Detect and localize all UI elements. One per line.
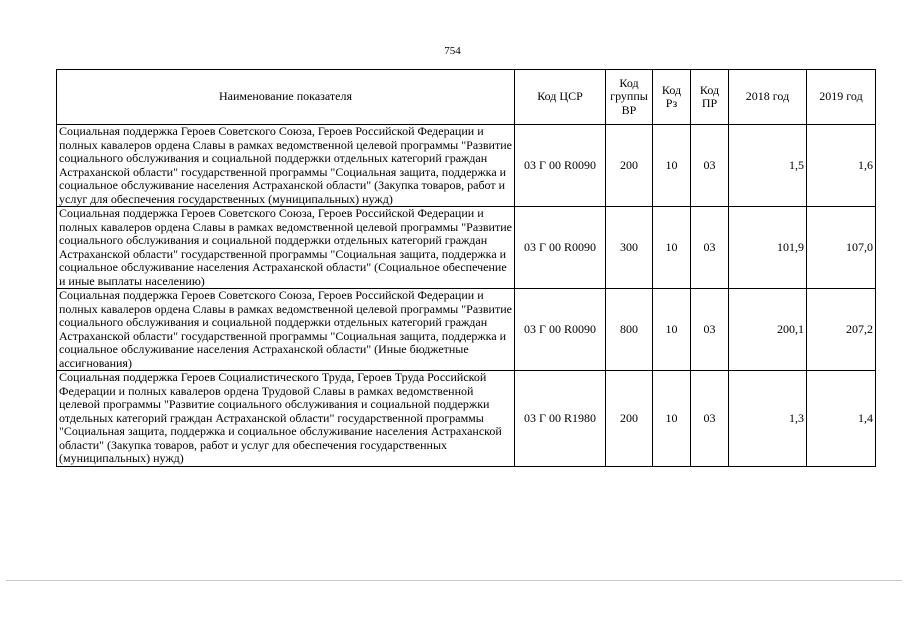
row-rz-code: 10 — [653, 207, 691, 289]
row-2018-value: 1,3 — [729, 371, 807, 467]
row-2019-value: 1,4 — [807, 371, 876, 467]
row-vr-code: 300 — [606, 207, 653, 289]
row-name: Социальная поддержка Героев Советского Союза, Героев Российской Федерации и полных кавалеров ордена Славы в рамках ведомственной целевой программы "Развитие социального обслуживания и социальной поддержки отдельных категорий граждан Астраханской области" государственной программы "Социальная защита, поддержка и социальное обслуживание населения Астраханской области" (Социальное обеспечение и иные выплаты населению) — [57, 207, 515, 289]
page-number: 754 — [444, 45, 461, 57]
row-2018-value: 200,1 — [729, 289, 807, 371]
row-2019-value: 107,0 — [807, 207, 876, 289]
header-pr-code: Код ПР — [691, 70, 729, 125]
row-rz-code: 10 — [653, 371, 691, 467]
table-row — [57, 207, 876, 289]
header-rz-code: Код Рз — [653, 70, 691, 125]
row-name: Социальная поддержка Героев Советского Союза, Героев Российской Федерации и полных кавалеров ордена Славы в рамках ведомственной целевой программы "Развитие социального обслуживания и социальной поддержки отдельных категорий граждан Астраханской области" государственной программы "Социальная защита, поддержка и социальное обслуживание населения Астраханской области" (Закупка товаров, работ и услуг для обеспечения государственных (муниципальных) нужд) — [57, 125, 515, 207]
row-2018-value: 101,9 — [729, 207, 807, 289]
row-pr-code: 03 — [691, 125, 729, 207]
row-pr-code: 03 — [691, 371, 729, 467]
header-name: Наименование показателя — [57, 70, 515, 125]
row-pr-code: 03 — [691, 207, 729, 289]
header-2019: 2019 год — [807, 70, 876, 125]
table-row — [57, 125, 876, 207]
row-2018-value: 1,5 — [729, 125, 807, 207]
table-header-row — [57, 70, 876, 125]
row-name: Социальная поддержка Героев Социалистического Труда, Героев Труда Российской Федерации и полных кавалеров ордена Трудовой Славы в рамках ведомственной целевой программы "Развитие социального обслуживания и социальной поддержки отдельных категорий граждан Астраханской области" государственной программы "Социальная защита, поддержка и социальное обслуживание населения Астраханской области" (Закупка товаров, работ и услуг для обеспечения государственных (муниципальных) нужд) — [57, 371, 515, 467]
row-csr-code: 03 Г 00 R0090 — [515, 207, 606, 289]
row-2019-value: 207,2 — [807, 289, 876, 371]
header-vr-code: Код группы ВР — [606, 70, 653, 125]
table-row — [57, 289, 876, 371]
row-rz-code: 10 — [653, 125, 691, 207]
row-vr-code: 200 — [606, 125, 653, 207]
table-row — [57, 371, 876, 467]
row-csr-code: 03 Г 00 R0090 — [515, 125, 606, 207]
row-rz-code: 10 — [653, 289, 691, 371]
header-csr-code: Код ЦСР — [515, 70, 606, 125]
row-vr-code: 200 — [606, 371, 653, 467]
page-bottom-divider — [6, 580, 902, 581]
row-vr-code: 800 — [606, 289, 653, 371]
row-2019-value: 1,6 — [807, 125, 876, 207]
header-2018: 2018 год — [729, 70, 807, 125]
row-name: Социальная поддержка Героев Советского Союза, Героев Российской Федерации и полных кавалеров ордена Славы в рамках ведомственной целевой программы "Развитие социального обслуживания и социальной поддержки отдельных категорий граждан Астраханской области" государственной программы "Социальная защита, поддержка и социальное обслуживание населения Астраханской области" (Иные бюджетные ассигнования) — [57, 289, 515, 371]
row-pr-code: 03 — [691, 289, 729, 371]
row-csr-code: 03 Г 00 R1980 — [515, 371, 606, 467]
budget-table — [56, 69, 876, 467]
row-csr-code: 03 Г 00 R0090 — [515, 289, 606, 371]
